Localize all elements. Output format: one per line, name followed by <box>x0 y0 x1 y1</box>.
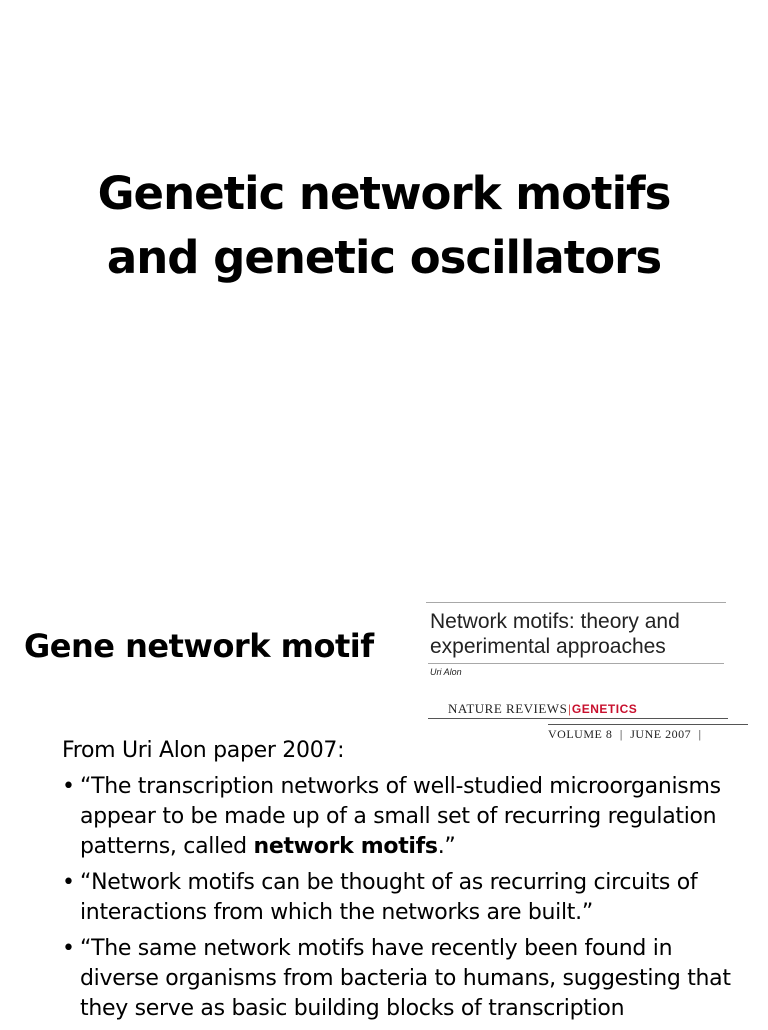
paper-title <box>426 603 726 659</box>
slide-title <box>0 162 768 290</box>
intro-text: From Uri Alon paper 2007: <box>62 738 345 763</box>
volume-number: VOLUME 8 <box>548 727 613 741</box>
page-separator: | <box>698 727 702 741</box>
volume-separator: | <box>619 727 623 741</box>
paper-title-line-2: experimental approaches <box>430 635 666 658</box>
bullet-text-end: .” <box>437 834 456 859</box>
bullet-item <box>62 934 752 1024</box>
paper-citation <box>426 602 726 677</box>
section-title: Gene network motif <box>24 627 374 665</box>
paper-author: Uri Alon <box>430 667 462 677</box>
bullet-item <box>62 772 752 862</box>
bullet-item <box>62 868 752 928</box>
bullet-list <box>62 772 752 1024</box>
content-slide <box>0 576 768 1024</box>
slide-body <box>62 736 752 1030</box>
bullet-text: “Network motifs can be thought of as recurring circuits of interactions from which the networks are built.” <box>80 870 698 925</box>
journal-separator: | <box>568 701 571 716</box>
bullet-text: “The transcription networks of well-studied microorganisms appear to be made up of a small set of recurring regulation patterns, called <box>80 774 721 859</box>
paper-title-line-1: Network motifs: theory and <box>430 610 680 633</box>
slide-title-line-2: and genetic oscillators <box>106 231 662 284</box>
journal-subject: GENETICS <box>571 702 638 716</box>
slide-title-line-1: Genetic network motifs <box>97 167 671 220</box>
journal-name: NATURE REVIEWS <box>448 701 568 716</box>
bullet-text: “The same network motifs have recently been found in diverse organisms from bacteria to humans, suggesting that they serve as basic building blocks of transcription <box>80 936 731 1021</box>
bullet-bold-term: network motifs <box>253 834 438 859</box>
volume-date: JUNE 2007 <box>630 727 692 741</box>
journal-banner <box>428 698 728 719</box>
